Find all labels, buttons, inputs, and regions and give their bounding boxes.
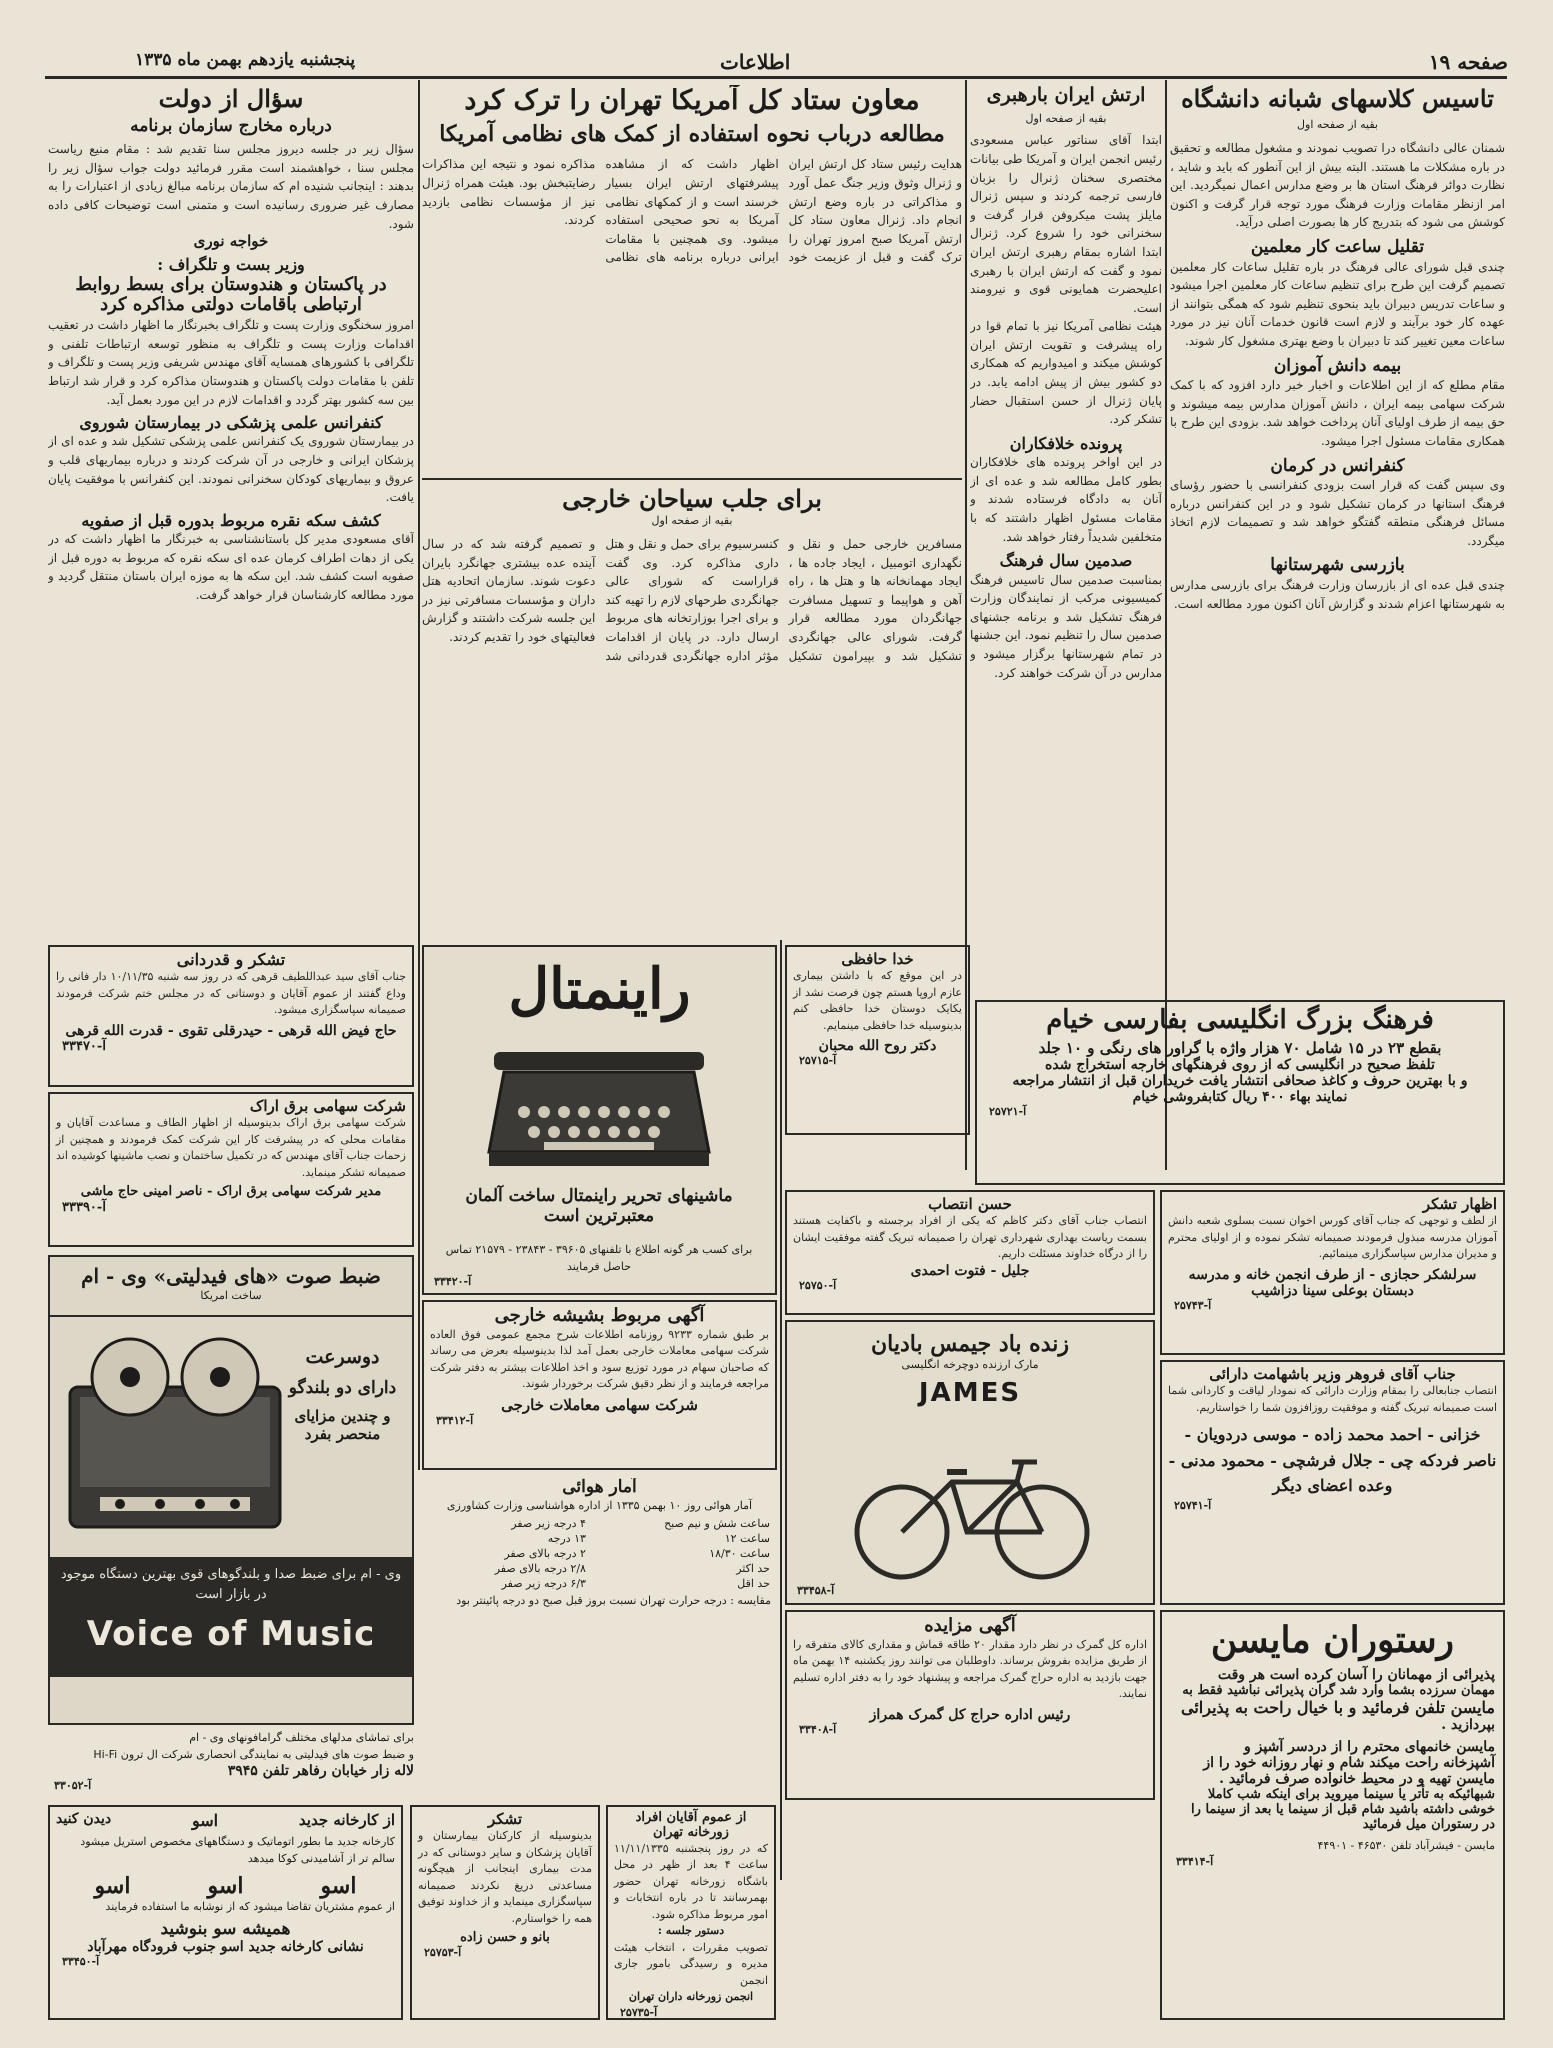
- ad-signature: دکتر روح الله محبان: [818, 1038, 937, 1055]
- ad-body: اداره کل گمرک در نظر دارد مقدار ۲۰ طاقه قماش و مقداری کالای متفرقه را از طریق مزایده بفروش برساند. داوطلبان می توانند روز یکشنبه ۱۴ بهمن ماه جهت بازدید به اداره حراج گمرک مراجعه و پیشنهاد خود را به دفتر اداره تسلیم نمایند.: [793, 1637, 1148, 1701]
- farewell-notice: [785, 945, 970, 1135]
- ad-line: مایسن تلفن فرمائید و با خیال راحت به پذیرائی: [1181, 1698, 1495, 1718]
- article-body: چندی قبل عده ای از بازرسان وزارت فرهنگ برای بازرسی مدارس به شهرستانها اعزام شدند و گزارش آنان اکنون مورد مطالعه است.: [1170, 577, 1505, 611]
- gratitude-notice: [1160, 1190, 1505, 1355]
- ad-code: آ-۳۳۴۷۰: [62, 1038, 106, 1054]
- article-body: مسافرین خارجی حمل و نقل و نگهداری اتومبیل ، ایجاد جاده ها ، ایجاد مهمانخانه ها و هتل ها ، راه آهن و هواپیما و تسهیل مسافرت جهانگردان مورد مطالعه قرار گرفت. شورای عالی جهانگردی تشکیل شد و بپیرامون تشکیل کنسرسیوم برای حمل و نقل و هتل داری مذاکره کرد. وی گفت قراراست که شورای عالی جهانگردی طرحهای لازم را تهیه کند و برای اجرا بوزارتخانه های مربوط ارسال دارد. در پایان از اقدامات مؤثر اداره جهانگردی قدردانی شد و تصمیم گرفته شد که در سال آینده عده بیشتری جهانگرد بایران دعوت شوند. سازمان اتحادیه هتل داران و مؤسسات مسافرتی نیز در این جلسه شرکت داشتند و گزارش فعالیتهای خود را تقدیم کردند.: [422, 537, 962, 663]
- ad-description: وی - ام برای ضبط صدا و بلندگوهای قوی بهترین دستگاه موجود در بازار است: [60, 1567, 402, 1602]
- weather-title: آمار هوائی: [562, 1478, 637, 1497]
- ad-line: مایسن خانمهای محترم را از دردسر آشپز و: [1244, 1739, 1495, 1756]
- table-row: [428, 1561, 771, 1576]
- ad-title: رستوران مایسن: [1210, 1619, 1455, 1661]
- ad-body: انتصاب جنابعالی را بمقام وزارت دارائی که نمودار لیاقت و کاردانی شما است صمیمانه تبریک گفته و موفقیت روزافزون شما را خواستاریم.: [1168, 1384, 1497, 1414]
- weather-compare: مقایسه : درجه حرارت تهران نسبت بروز قبل صبح دو درجه پائینتر بود: [456, 1594, 771, 1608]
- ad-line: پذیرائی از مهمانان را آسان کرده است هر وقت: [1217, 1667, 1495, 1684]
- ad-feature: و چندین مزایای منحصر بفرد: [294, 1407, 391, 1443]
- section-heading: کنفرانس علمی پزشکی در بیمارستان شوروی: [79, 413, 383, 433]
- ad-code: آ-۲۵۷۲۱: [989, 1105, 1027, 1119]
- ad-badge: ساخت امریکا: [200, 1289, 262, 1302]
- ad-line: بقطع ۲۳ در ۱۵ شامل ۷۰ هزار واژه با گراور های رنگی و ۱۰ جلد: [1038, 1038, 1442, 1057]
- ad-signature: رئیس اداره حراج کل گمرک همراز: [869, 1706, 1071, 1723]
- weather-time: ساعت ۱۸/۳۰: [709, 1547, 770, 1561]
- table-row: [428, 1546, 771, 1561]
- typewriter-illustration: [484, 1042, 714, 1172]
- ad-body: کارخانه جدید ما بطور اتوماتیک و دستگاههای مخصوص استریل میشود: [80, 1835, 395, 1848]
- article-body: وی سپس گفت که قرار است بزودی کنفرانسی با حضور رؤسای فرهنگ استانها در کرمان تشکیل شود و در این کنفرانس درباره مسائل فرهنگی منطقه گفتگو خواهد شد و تصمیمات لازم اتخاذ میگردد.: [1170, 478, 1505, 548]
- ad-code: آ-۲۵۷۵۳: [424, 1946, 462, 1960]
- article-body: در بیمارستان شوروی یک کنفرانس علمی پزشکی تشکیل شد و عده ای از پزشکان ایرانی و خارجی در آن شرکت کردند و درباره بیماریهای قلب و عروق و بیماریهای کودکان سخنرانی نمودند. این کنفرانس با موفقیت پایان یافت.: [48, 434, 414, 505]
- james-bicycle-ad: [785, 1320, 1155, 1605]
- thanks-ad-arak-electric: [48, 1092, 414, 1247]
- weather-intro: آمار هوائی روز ۱۰ بهمن ۱۳۳۵ از اداره هواشناسی وزارت کشاورزی: [446, 1498, 753, 1512]
- ad-code: آ-۲۵۷۱۵: [799, 1054, 837, 1068]
- ad-line: تلفظ صحیح در انگلیسی که از روی فرهنگهای خارجه استخراج شده: [1045, 1057, 1435, 1074]
- weather-value: ۱۳ درجه: [547, 1532, 586, 1546]
- section-heading: پرونده خلافکاران: [1009, 433, 1123, 453]
- ad-code: آ-۳۳۴۲۰: [434, 1275, 472, 1288]
- issue-date: پنجشنبه یازدهم بهمن ماه ۱۳۳۵: [135, 50, 356, 70]
- brand-label: اسو: [207, 1873, 244, 1899]
- ad-code: آ-۲۵۷۴۳: [1174, 1298, 1212, 1312]
- table-row: [428, 1531, 771, 1546]
- section-heading: کنفرانس در کرمان: [1270, 455, 1405, 476]
- ad-body: تصویب مقررات ، انتخاب هیئت مدیره و رسیدگی بامور جاری انجمن: [614, 1940, 768, 1987]
- article-subtitle: درباره مخارج سازمان برنامه: [130, 115, 332, 136]
- ad-contact: برای کسب هر گونه اطلاع با تلفنهای ۳۹۶۰۵ - ۲۳۸۴۳ - ۲۱۵۷۹ تماس حاصل فرمایند: [445, 1243, 753, 1273]
- ad-title: تشکر و قدردانی: [176, 950, 286, 969]
- weather-stats: [422, 1478, 777, 1638]
- ad-title: فرهنگ بزرگ انگلیسی بفارسی خیام: [1046, 1005, 1434, 1035]
- ad-title: خدا حافظی: [841, 950, 914, 968]
- continued-note: بقیه از صفحه اول: [1025, 111, 1107, 125]
- ad-label: اسو: [191, 1811, 219, 1830]
- ad-code: آ-۳۳۳۹۰: [62, 1200, 106, 1216]
- bicycle-illustration: [847, 1442, 1097, 1582]
- khayyam-dictionary-ad: [975, 1000, 1505, 1185]
- tourism-article: [422, 485, 962, 940]
- ad-line: شبهائیکه به تأتر یا سینما میروید برای اینکه شب کاملا: [1207, 1787, 1495, 1803]
- ad-code: آ-۳۳۰۵۲: [54, 1779, 92, 1792]
- article-title: معاون ستاد کل آمریکا تهران را ترک کرد: [464, 85, 920, 116]
- page-number: صفحه ۱۹: [1428, 50, 1508, 74]
- ad-code: آ-۳۳۴۱۲: [436, 1413, 474, 1427]
- army-leadership-article: [970, 85, 1162, 950]
- article-title: ارتش ایران بارهبری: [986, 85, 1146, 106]
- ad-line: بپردازید .: [1441, 1717, 1495, 1734]
- ad-title: تشکر: [487, 1810, 523, 1828]
- contact-line: و ضبط صوت های فیدلیتی به نمایندگی انحصاری شرکت ال ترون: [120, 1747, 414, 1761]
- voice-of-music-ad: [48, 1255, 414, 1725]
- section-heading: وزیر بست و تلگراف :: [157, 255, 305, 275]
- ad-slogan: ماشینهای تحریر راینمتال ساخت آلمان معتبرترین است: [465, 1186, 733, 1226]
- section-heading: در پاکستان و هندوستان برای بسط روابط ارتباطی باقامات دولتی مذاکره کرد: [75, 273, 387, 316]
- contact-line: برای تماشای مدلهای مختلف گرامافونهای وی - ام: [189, 1731, 414, 1744]
- brand-label: اسو: [320, 1873, 357, 1899]
- ad-body: بدینوسیله از کارکنان بیمارستان و آقایان پزشکان و سایر دوستانی که در مدت بیماری اینجانب از هیچگونه مساعدتی دریغ نکردند صمیمانه سپاسگزاری مینماید و از خداوند توفیق همه را خواستارم.: [418, 1829, 592, 1925]
- table-row: [428, 1516, 771, 1531]
- maison-restaurant-ad: [1160, 1610, 1505, 2020]
- signature: خواجه نوری: [193, 232, 269, 251]
- brand-label: اسو: [94, 1873, 131, 1899]
- ad-code: آ-۳۳۴۰۸: [799, 1722, 837, 1736]
- ad-body: انتصاب جناب آقای دکتر کاظم که یکی از افراد برجسته و باکفایت هستند بسمت ریاست بهداری شهرداری تهران را صمیمانه تبریک گفته موفقیت ایشان را از درگاه خداوند مسئلت داریم.: [793, 1214, 1147, 1261]
- customs-auction-notice: [785, 1610, 1155, 1800]
- ad-line: نمایند بهاء ۴۰۰ ریال کتابفروشی خیام: [1132, 1089, 1348, 1106]
- article-body: مقام مطلع که از این اطلاعات و اخبار خبر دارد افزود که با کمک شرکت سهامی بیمه ایران ، دانش آموزان مدارس بیمه میشوند و حق بیمه از طرف اولیای آنان پرداخت خواهد شد. بزودی این طرح با همکاری مقامات مسئول اجرا میشود.: [1170, 378, 1505, 448]
- ad-signature: جلیل - فتوت احمدی: [910, 1262, 1030, 1279]
- ad-signature: انجمن زورخانه داران تهران: [628, 1990, 754, 2004]
- continued-note: بقیه از صفحه اول: [1297, 117, 1378, 131]
- weather-value: ۲ درجه بالای صفر: [504, 1547, 586, 1561]
- government-question-article: [48, 85, 414, 935]
- ad-title: اظهار تشکر: [1422, 1195, 1497, 1213]
- ad-address: نشانی کارخانه جدید اسو جنوب فرودگاه مهرآباد: [87, 1939, 364, 1956]
- brand-name: راینمتال: [508, 956, 691, 1022]
- ad-body: در این موقع که با داشتن بیماری عازم اروپا هستم چون فرصت نشد از یکایک دوستان خدا حافظی کنم بدینوسیله خدا حافظی مینمایم.: [793, 969, 962, 1032]
- ad-title: آگهی مربوط بشیشه خارجی: [494, 1305, 705, 1326]
- ad-title: شرکت سهامی برق اراک: [249, 1097, 406, 1115]
- brand-name: JAMES: [918, 1377, 1022, 1408]
- weather-time: ساعت شش و نیم صبح: [664, 1517, 770, 1531]
- weather-time: حد اکثر: [736, 1562, 770, 1576]
- ad-body: که در روز پنجشنبه ۱۱/۱۱/۱۳۳۵ ساعت ۴ بعد از ظهر در محل باشگاه زورخانه تهران حضور بهمرسانند تا در باره انتخابات و امور مربوط مذاکره شود.: [614, 1841, 769, 1921]
- article-body: هیئت نظامی آمریکا نیز با تمام قوا در راه پیشرفت و تقویت ارتش ایران کوشش میکند و امیدواریم که همکاری دو کشور بیش از پیش ادامه یابد. در پایان ژنرال از حسن استقبال حضار تشکر کرد.: [970, 319, 1162, 427]
- appointment-congrats: [785, 1190, 1155, 1315]
- ad-title: از کارخانه جدید: [298, 1811, 395, 1829]
- ad-label: دیدن کنید: [56, 1811, 112, 1827]
- ad-signature: حاج فیض الله قرهی - حیدرقلی تقوی - قدرت الله قرهی: [65, 1022, 397, 1039]
- ad-body: سالم تر از آشامیدنی کوکا میدهد: [247, 1851, 395, 1865]
- finance-minister-congrats: [1160, 1360, 1505, 1605]
- ad-code: آ-۳۳۴۵۰: [62, 1955, 100, 1969]
- ad-code: آ-۲۵۷۳۵: [620, 2005, 658, 2019]
- ad-body: بر طبق شماره ۹۲۳۳ روزنامه اطلاعات شرح مجمع عمومی فوق العاده شرکت سهامی معاملات خارجی بعمل آمد لذا بدینوسیله بعرض می رساند که صاحبان سهام در مورد توزیع سود و اخذ اطلاعات بیشتر به دفتر شرکت مراجعه فرمایند و از نظر دقیق شرکت برخوردار شوند.: [430, 1327, 769, 1391]
- ad-body: جناب آقای سید عبداللطیف قرهی که در روز سه شنبه ۱۰/۱۱/۳۵ دار فانی را وداع گفتند از عموم آقایان و دوستانی که در مجلس ختم شرکت فرمودند صمیمانه سپاسگزاری میشود.: [56, 970, 406, 1017]
- ad-subtitle: مارک ارزنده دوچرخه انگلیسی: [901, 1358, 1039, 1372]
- weather-value: ۴ درجه زیر صفر: [511, 1517, 586, 1531]
- soda-factory-ad: [48, 1805, 403, 2020]
- ad-code: آ-۲۵۷۵۰: [799, 1278, 837, 1292]
- section-heading: بیمه دانش آموزان: [1273, 355, 1402, 376]
- weather-time: ساعت ۱۲: [724, 1532, 770, 1546]
- zurkhaneh-notice: [606, 1805, 776, 2020]
- article-title: تاسیس کلاسهای شبانه دانشگاه: [1181, 85, 1494, 113]
- hifi-label: Hi-Fi: [93, 1747, 118, 1761]
- ad-address: مایسن - فیشرآباد تلفن ۴۶۵۳۰ - ۴۴۹۰۱: [1317, 1839, 1495, 1853]
- thanks-ad-hassanzadeh: [410, 1805, 600, 2020]
- ad-body: از لطف و توجهی که جناب آقای کورس اخوان نسبت بسلوی شعبه دانش آموزان مدرسه مبذول فرمودند صمیمانه تشکر نموده و از اولیای محترم و مدیران مدارس سپاسگزاری مینمائیم.: [1168, 1214, 1497, 1261]
- thanks-ad-qarahi: [48, 945, 414, 1087]
- ad-signature: سرلشکر حجازی - از طرف انجمن خانه و مدرسه دبستان بوعلی سینا دزاشیب: [1188, 1266, 1477, 1299]
- ad-code: آ-۳۳۴۱۴: [1176, 1854, 1214, 1868]
- section-heading: تقلیل ساعت کار معلمین: [1250, 237, 1425, 258]
- ad-title: جناب آقای فروهر وزیر باشهامت دارائی: [1209, 1365, 1456, 1383]
- article-body: ابتدا آقای سناتور عباس مسعودی رئیس انجمن ایران و آمریکا طی بیانات مختصری سخنان ژنرال را بزبان فارسی ترجمه کردند و سپس ژنرال مایلز پشت میکروفن قرار گرفت و سخنرانی خود را شروع کرد. ژنرال ابتدا اشاره بمقام رهبری ارتش ایران نمود و گفت که ارتش ایران با رهبری اعلیحضرت همایونی قوی و نیرومند است.: [970, 133, 1162, 315]
- article-body: بمناسبت صدمین سال تاسیس فرهنگ کمیسیونی مرکب از نمایندگان وزارت فرهنگ تشکیل شد و برنامه جشنهای صدمین سال را تنظیم نمود. این جشنها در تمام شهرستانها برگزار میشود و مدارس در آن شرکت خواهند کرد.: [970, 572, 1162, 680]
- ad-title: از عموم آقایان افراد زورخانه تهران: [635, 1810, 747, 1840]
- brand-name: Voice of Music: [86, 1614, 376, 1654]
- weather-value: ۶/۳ درجه زیر صفر: [501, 1577, 586, 1591]
- article-body: امروز سخنگوی وزارت پست و تلگراف بخبرنگار ما اظهار داشت در تعقیب اقدامات وزارت پست و تلگراف به منظور توسعه ارتباطات تلفنی و تلگرافی با کشورهای همسایه آقای مهندس شریفی وزیر پست و تلگراف و تلفن با مقامات دولت پاکستان و هندوستان مذاکره کرد و قرار شد ارتباط بین سه کشور بهتر گردد و اقدامات لازم در این مورد بعمل آید.: [48, 318, 414, 407]
- us-deputy-chief-article: [422, 85, 962, 475]
- ad-title: حسن انتصاب: [928, 1195, 1012, 1213]
- voice-of-music-contact: [48, 1730, 414, 1800]
- ad-feature: دارای دو بلندگو: [288, 1377, 397, 1398]
- ad-line: و با بهترین حروف و کاغذ صحافی انتشار یافت خریداران قبل از انتشار مراجعه: [1012, 1073, 1468, 1090]
- article-body: سؤال زیر در جلسه دیروز مجلس سنا تقدیم شد : مقام منیع ریاست مجلس سنا ، خواهشمند است مقرر فرمائید دولت جواب سؤال زیر را بدهند : اینجانب شنیده ام که سازمان برنامه مبالغ زیادی از اعتبارات را به مصارف غیر ضروری رسانیده است و متمنی است توضیحات کافی داده شود.: [48, 142, 414, 231]
- ad-body: شرکت سهامی برق اراک بدینوسیله از اظهار الطاف و مساعدت آقایان و مقامات محلی که در پیشرفت کار این شرکت کمک فرمودند و همچنین از زحمات جناب آقای مهندس که در تکمیل ساختمان و نصب ماشینها کوشیده اند صمیمانه تشکر مینماید.: [56, 1116, 406, 1179]
- section-heading: صدمین سال فرهنگ: [999, 551, 1133, 571]
- table-row: [428, 1576, 771, 1591]
- ad-title: زنده باد جیمس بادیان: [870, 1331, 1070, 1357]
- foreign-glass-notice: [422, 1300, 777, 1470]
- ad-signature: بانو و حسن زاده: [460, 1930, 550, 1946]
- rheinmetall-typewriter-ad: [422, 945, 777, 1295]
- section-heading: کشف سکه نقره مربوط بدوره قبل از صفویه: [81, 510, 381, 530]
- ad-line: خوشی داشته باشید شام قبل از سینما یا بعد از سینما را: [1191, 1802, 1495, 1818]
- article-body: چندی قبل شورای عالی فرهنگ در باره تقلیل ساعات کار معلمین تصمیم گرفت این طرح برای تنظیم ساعات کار معلمین اجرا میشود و ساعات تدریس دبیران باید بنحوی تنظیم شود که همگی بتوانند از عهده کار خود برآیند و لازم است قانون خدمات آنان نیز در مورد ساعات معین تغییر کند تا دبیران با وضع بهتری مشغول کار شوند.: [1170, 259, 1505, 348]
- weather-table: [428, 1516, 771, 1591]
- ad-body: از عموم مشتریان تقاضا میشود که از نوشابه ما استفاده فرمایند: [105, 1900, 395, 1913]
- ad-code: آ-۲۵۷۴۱: [1174, 1499, 1212, 1513]
- weather-time: حد اقل: [737, 1577, 770, 1591]
- article-body: هدایت رئیس ستاد کل ارتش ایران و ژنرال وثوق وزیر جنگ عمل آورد و مذاکراتی در باره وضع ارتش انجام داد. ژنرال معاون ستاد کل ارتش آمریکا صبح امروز تهران را ترک گفت و قبل از عزیمت خود اظهار داشت که از مشاهده پیشرفتهای ارتش ایران بسیار خرسند است و از کمکهای نظامی آمریکا به نحو صحیحی استفاده میشود. وی همچنین با مقامات ایرانی درباره برنامه های نظامی مذاکره نمود و نتیجه این مذاکرات رضایتبخش بود. هیئت همراه ژنرال نیز از مؤسسات نظامی بازدید کردند.: [422, 157, 962, 265]
- ad-feature: دوسرعت: [305, 1347, 380, 1368]
- article-body: شمنان عالی دانشگاه درا تصویب نمودند و مشغول مطالعه و تحقیق در باره مشکلات ما هستند. البته بیش از این آنطور که باید و شاید ، نظارت دوائر فرهنگ استان ها بر وضع مدارس اعمال نمیگردید. این امر ازنظر مقامات وزارت فرهنگ مورد توجه قرار گرفت و اکنون کوشش می شود که بتدریج کار ها بصورت اصلی درآید.: [1170, 141, 1505, 230]
- newspaper-title: اطلاعات: [720, 50, 791, 74]
- ad-line: مایسن تهیه و در محیط خانواده صرف فرمائید .: [1219, 1771, 1495, 1788]
- tape-recorder-illustration: [60, 1327, 290, 1547]
- ad-subheading: دستور جلسه :: [657, 1924, 725, 1938]
- article-body: در این اواخر پرونده های خلافکاران بطور کامل مطالعه شد و عده ای از آنان به دادگاه فرستاده شدند و مقامات مسئول اظهار داشتند که با متخلفین شدیداً رفتار خواهد شد.: [970, 455, 1162, 544]
- ad-title: ضبط صوت «های فیدلیتی» وی - ام: [81, 1264, 381, 1288]
- continued-note: بقیه از صفحه اول: [651, 513, 733, 527]
- ad-slogan: همیشه سو بنوشید: [160, 1918, 291, 1939]
- section-heading: بازرسی شهرستانها: [1270, 555, 1405, 576]
- contact-address: لاله زار خیابان رفاهر تلفن ۳۹۴۵: [227, 1763, 414, 1779]
- ad-line: مهمان سرزده بشما وارد شد گران پذیرائی نباشید فقط به: [1182, 1683, 1495, 1699]
- article-subtitle: مطالعه درباب نحوه استفاده از کمک های نظامی آمریکا: [439, 121, 945, 148]
- ad-line: در رستوران میل فرمائید: [1362, 1817, 1495, 1833]
- ad-signature: خزانی - احمد محمد زاده - موسی دردویان - ناصر فردکه چی - جلال فرشچی - محمود مدنی - وعده اعضای دیگر: [1168, 1425, 1497, 1496]
- ad-title: آگهی مزایده: [924, 1615, 1016, 1636]
- ad-signature: شرکت سهامی معاملات خارجی: [501, 1395, 698, 1414]
- ad-code: آ-۳۳۴۵۸: [797, 1584, 835, 1597]
- article-title: سؤال از دولت: [158, 85, 304, 113]
- article-body: آقای مسعودی مدیر کل باستانشناسی به خبرنگار ما اظهار داشت که در یکی از دهات اطراف کرمان عده ای سکه نقره که مربوط به دوره قبل از صفویه است کشف شد. این سکه ها به موزه ایران باستان منتقل گردید و مورد مطالعه کارشناسان قرار خواهد گرفت.: [48, 532, 414, 603]
- article-title: برای جلب سیاحان خارجی: [562, 485, 822, 513]
- ad-signature: مدیر شرکت سهامی برق اراک - ناصر امینی حاج ماشی: [80, 1184, 382, 1200]
- weather-value: ۲/۸ درجه بالای صفر: [494, 1562, 586, 1576]
- ad-line: آشپزخانه راحت میکند شام و نهار روزانه خود را از: [1203, 1755, 1495, 1772]
